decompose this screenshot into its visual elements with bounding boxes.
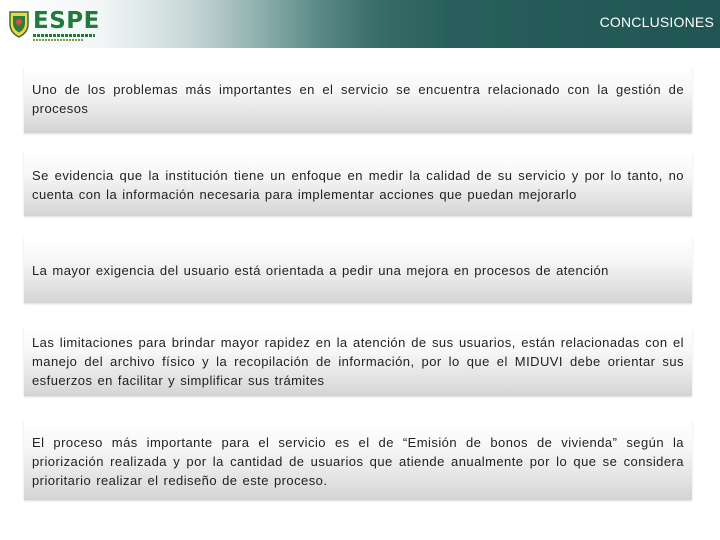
logo-text: ESPE [33,8,100,34]
conclusion-box [24,152,692,216]
logo-tagline [33,34,95,37]
conclusion-text: El proceso más importante para el servicio es el de “Emisión de bonos de vivienda” según la priorización realizada y por la cantidad de usuarios que atiende anualmente por lo que se considera prioritario realizar el rediseño de este proceso. [32,435,684,488]
conclusion-box [24,237,692,303]
page-title: CONCLUSIONES [599,14,714,30]
conclusion-box [24,420,692,500]
conclusion-text: La mayor exigencia del usuario está orientada a pedir una mejora en procesos de atención [32,263,609,278]
espe-logo [8,8,98,42]
conclusion-box [24,328,692,396]
logo-tagline-secondary [33,39,83,41]
header-bar [0,0,720,48]
conclusion-text: Se evidencia que la institución tiene un enfoque en medir la calidad de su servicio y por lo tanto, no cuenta con la información necesaria para implementar acciones que puedan mejorarlo [32,168,684,202]
conclusion-box [24,67,692,133]
conclusion-text: Las limitaciones para brindar mayor rapidez en la atención de sus usuarios, están relacionadas con el manejo del archivo físico y la recopilación de información, por lo que el MIDUVI debe orientar sus esfuerzos en facilitar y simplificar sus trámites [32,335,684,388]
conclusion-text: Uno de los problemas más importantes en el servicio se encuentra relacionado con la gestión de procesos [32,82,684,116]
shield-icon [8,10,30,38]
